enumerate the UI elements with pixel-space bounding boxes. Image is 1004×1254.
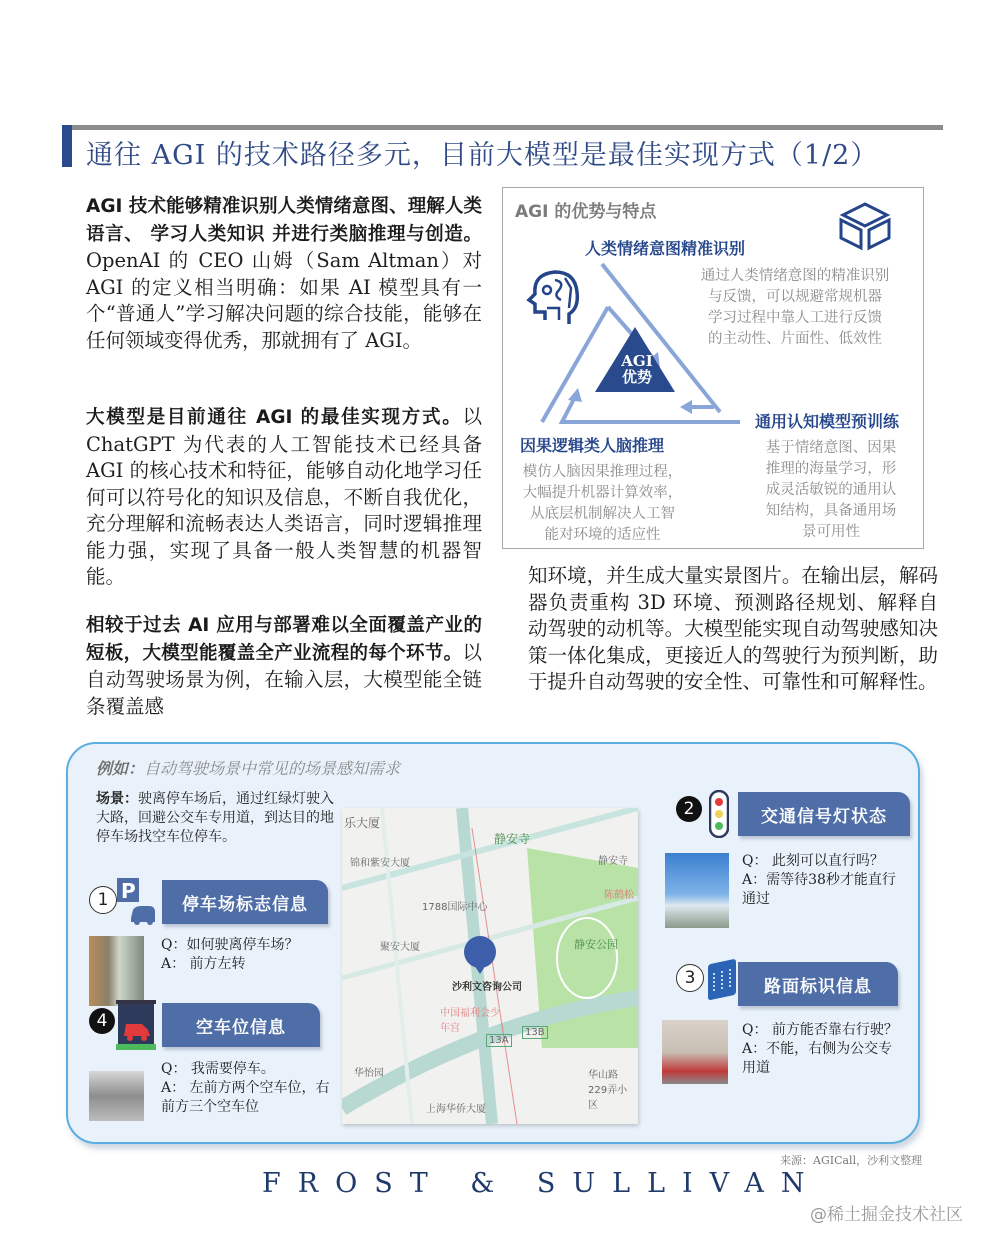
desc-line: 学习过程中靠人工进行反馈 xyxy=(708,310,882,326)
bus-lane-sign-photo xyxy=(662,1020,728,1084)
watermark: @稀土掘金技术社区 xyxy=(810,1205,963,1225)
paragraph-industry xyxy=(86,612,482,720)
desc-line: 与反馈，可以规避常规机器 xyxy=(708,289,882,305)
garage-photo xyxy=(89,1071,144,1121)
feature-heading-emotion: 人类情绪意图精准识别 xyxy=(585,239,746,258)
svg-text:P: P xyxy=(121,879,136,903)
answer: A： 左前方两个空车位，右前方三个空车位 xyxy=(161,1080,330,1115)
scene-text: 驶离停车场后，通过红绿灯驶入大路，回避公交车专用道，到达目的地停车场找空车位停车。 xyxy=(96,791,334,845)
answer: A： 前方左转 xyxy=(161,956,246,972)
scene-label: 场景： xyxy=(96,791,138,807)
paragraph-continued: 知环境，并生成大量实景图片。在输出层，解码器负责重构 3D 环境、预测路径规划、解释自动驾驶的动机等。大模型能实现自动驾驶感知决策一体化集成，更接近人的驾驶行为预判断，助于提升自动驾驶的安全性、可靠性和可解释性。 xyxy=(528,564,938,693)
desc-line: 的主动性、片面性、低效性 xyxy=(708,331,882,347)
feature-heading-reasoning: 因果逻辑类人脑推理 xyxy=(520,436,665,455)
answer: A：需等待38秒才能直行通过 xyxy=(742,872,896,907)
tag-parking-sign: 停车场标志信息 xyxy=(162,880,328,924)
map-label: 华山路229弄小区 xyxy=(588,1070,628,1111)
feature-heading-cognitive: 通用认知模型预训练 xyxy=(755,412,900,431)
title-accent-bar xyxy=(62,125,72,167)
frost-sullivan-logo: FROST & SULLIVAN xyxy=(262,1168,822,1199)
desc-line: 成灵活敏锐的通用认 xyxy=(765,482,897,498)
map-label: 13B xyxy=(522,1026,548,1039)
answer: A：不能，右侧为公交专用道 xyxy=(742,1041,893,1076)
navigation-map xyxy=(342,808,638,1124)
map-label: 上海华侨大厦 xyxy=(426,1104,486,1115)
desc-line: 能对环境的适应性 xyxy=(544,527,661,543)
paragraph-3-text: 以自动驾驶场景为例，在输入层，大模型能全链条覆盖感 xyxy=(86,640,482,718)
question: Q： 此刻可以直行吗？ xyxy=(742,853,884,869)
scene-description xyxy=(96,790,336,847)
garage-car-icon xyxy=(116,1000,156,1054)
cube-icon xyxy=(835,200,895,256)
qa-parking xyxy=(161,936,298,974)
paragraph-agi-definition xyxy=(86,193,482,354)
tag-empty-space: 空车位信息 xyxy=(162,1003,320,1047)
title-rule xyxy=(62,125,943,130)
map-label: 陈鹤松 xyxy=(604,890,634,901)
parking-icon xyxy=(117,878,157,930)
number-badge-4: 4 xyxy=(89,1008,115,1034)
parking-lot-photo xyxy=(89,936,144,1006)
map-label: 乐大厦 xyxy=(344,816,381,830)
paragraph-1-text: OpenAI 的 CEO 山姆（Sam Altman）对 AGI 的定义相当明确：如果 AI 模型具有一个“普通人”学习解决问题的综合技能，能够在任何领域变得优秀，那就拥有了 AGI。 xyxy=(86,249,482,352)
desc-line: 大幅提升机器计算效率， xyxy=(522,485,683,501)
number-badge-3: 3 xyxy=(676,964,704,992)
agi-center-label xyxy=(612,353,662,385)
traffic-light-photo xyxy=(665,853,729,928)
paragraph-2-text: 以 ChatGPT 为代表的人工智能技术已经具备 AGI 的核心技术和特征，能够自动化地学习任何可以符号化的知识及信息，不断自我优化，充分理解和流畅表达人类语言，同时逻辑推理能力强，实现了具备一般人类智慧的机器智能。 xyxy=(86,405,482,588)
map-label: 1788国际中心 xyxy=(422,902,488,913)
number-badge-2: 2 xyxy=(676,796,702,822)
qa-road-marking xyxy=(742,1021,902,1078)
desc-line: 推理的海量学习，形 xyxy=(765,461,897,477)
desc-line: 景可用性 xyxy=(802,524,860,540)
question: Q： 前方能否靠右行驶？ xyxy=(742,1022,898,1038)
agi-center-line2: 优势 xyxy=(621,368,652,386)
tag-road-marking: 路面标识信息 xyxy=(738,962,898,1006)
desc-line: 基于情绪意图、因果 xyxy=(765,440,897,456)
map-label: 华怡园 xyxy=(354,1068,384,1079)
example-title-text: 自动驾驶场景中常见的场景感知需求 xyxy=(144,759,401,778)
desc-line: 通过人类情绪意图的精准识别 xyxy=(700,268,890,284)
map-label: 静安寺 xyxy=(494,832,531,846)
map-label: 聚安大厦 xyxy=(380,942,420,953)
agi-center-line1: AGI xyxy=(621,352,653,370)
number-badge-1: 1 xyxy=(89,886,117,914)
tag-traffic-light: 交通信号灯状态 xyxy=(738,792,910,836)
desc-line: 从底层机制解决人工智 xyxy=(530,506,675,522)
question: Q：如何驶离停车场？ xyxy=(161,937,299,953)
paragraph-2-bold: 大模型是目前通往 AGI 的最佳实现方式。 xyxy=(86,407,463,428)
road-sign-icon xyxy=(706,957,738,1005)
map-label: 中国福利会少年宫 xyxy=(440,1008,500,1034)
paragraph-large-model xyxy=(86,404,482,591)
source-note: 来源：AGICall，沙利文整理 xyxy=(780,1154,923,1167)
map-label: 锦和紫安大厦 xyxy=(350,858,410,869)
agi-box-title: AGI 的优势与特点 xyxy=(515,202,657,222)
feature-desc-reasoning xyxy=(510,462,695,546)
desc-line: 知结构，具备通用场 xyxy=(765,503,897,519)
question: Q： 我需要停车。 xyxy=(161,1061,275,1077)
map-label: 13A xyxy=(486,1034,512,1047)
example-title-label: 例如： xyxy=(96,759,145,778)
desc-line: 模仿人脑因果推理过程， xyxy=(522,464,683,480)
map-label: 静安公园 xyxy=(574,938,618,951)
map-label: 静安寺 xyxy=(598,856,628,867)
page-title: 通往 AGI 的技术路径多元，目前大模型是最佳实现方式（1/2） xyxy=(86,140,879,171)
example-title xyxy=(96,756,400,779)
map-label-destination: 沙利文咨询公司 xyxy=(452,982,522,993)
qa-traffic-light xyxy=(742,852,902,909)
feature-desc-emotion xyxy=(684,266,906,350)
qa-empty-space xyxy=(161,1060,331,1117)
paragraph-1-bold: AGI 技术能够精准识别人类情绪意图、理解人类语言、 学习人类知识 并进行类脑推理与创造。 xyxy=(86,196,482,245)
traffic-light-icon xyxy=(709,790,729,842)
feature-desc-cognitive xyxy=(752,438,910,543)
paragraph-3-bold: 相较于过去 AI 应用与部署难以全面覆盖产业的短板，大模型能覆盖全产业流程的每个环节。 xyxy=(86,615,482,664)
